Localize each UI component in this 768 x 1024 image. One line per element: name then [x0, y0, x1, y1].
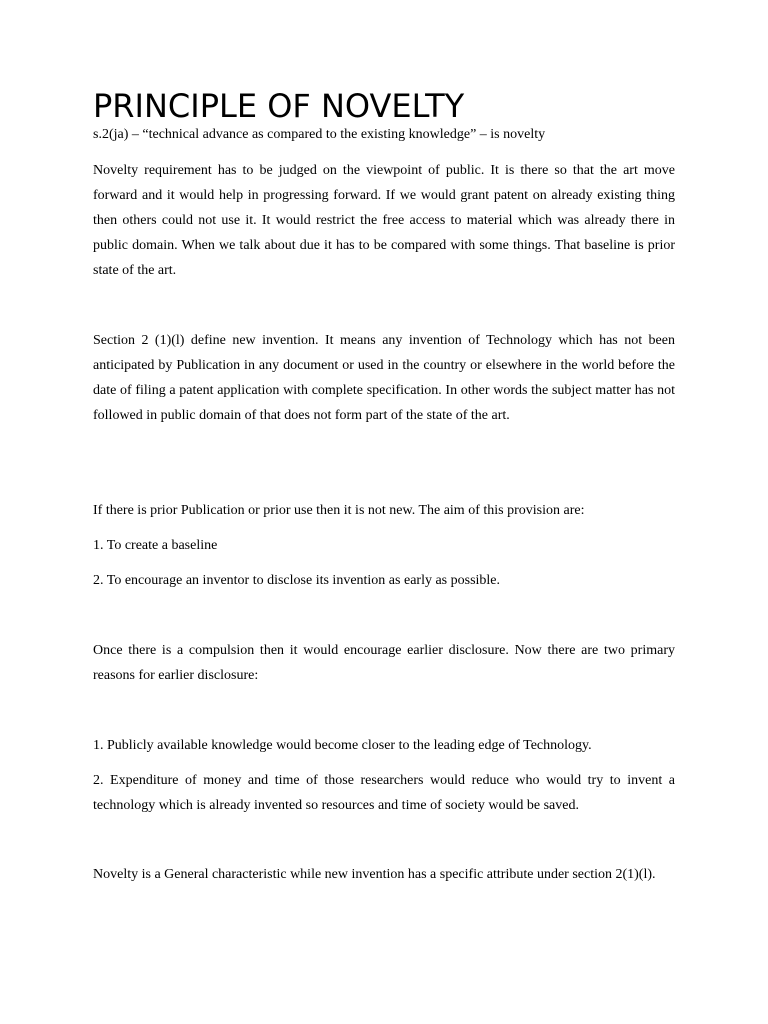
list-item-reason-1: 1. Publicly available knowledge would become closer to the leading edge of Technology.: [93, 738, 592, 753]
paragraph-general-characteristic: Novelty is a General characteristic while new invention has a specific attribute under section 2(1)(l).: [93, 867, 656, 882]
list-item-reason-2: 2. Expenditure of money and time of those researchers would reduce who would try to invent a technology which is already invented so resources and time of society would be saved.: [93, 773, 675, 813]
paragraph-compulsion: Once there is a compulsion then it would encourage earlier disclosure. Now there are two primary reasons for earlier disclosure:: [93, 643, 675, 683]
paragraph-section-definition: Section 2 (1)(l) define new invention. It means any invention of Technology which has not been anticipated by Publication in any document or used in the country or elsewhere in the world before the date of filing a patent application with complete specification. In other words the subject matter has not followed in public domain of that does not form part of the state of the art.: [93, 333, 675, 423]
statute-reference: s.2(ja) – “technical advance as compared to the existing knowledge” – is novelty: [93, 127, 546, 142]
list-item-aim-2: 2. To encourage an inventor to disclose its invention as early as possible.: [93, 573, 501, 588]
page-title: PRINCIPLE OF NOVELTY: [93, 87, 465, 125]
list-item-aim-1: 1. To create a baseline: [93, 538, 218, 553]
paragraph-novelty-requirement: Novelty requirement has to be judged on the viewpoint of public. It is there so that the art move forward and it would help in progressing forward. If we would grant patent on already existing thing then others could not use it. It would restrict the free access to material which was already there in public domain. When we talk about due it has to be compared with some things. That baseline is prior state of the art.: [93, 163, 675, 278]
paragraph-prior-publication: If there is prior Publication or prior use then it is not new. The aim of this provision are:: [93, 503, 585, 518]
